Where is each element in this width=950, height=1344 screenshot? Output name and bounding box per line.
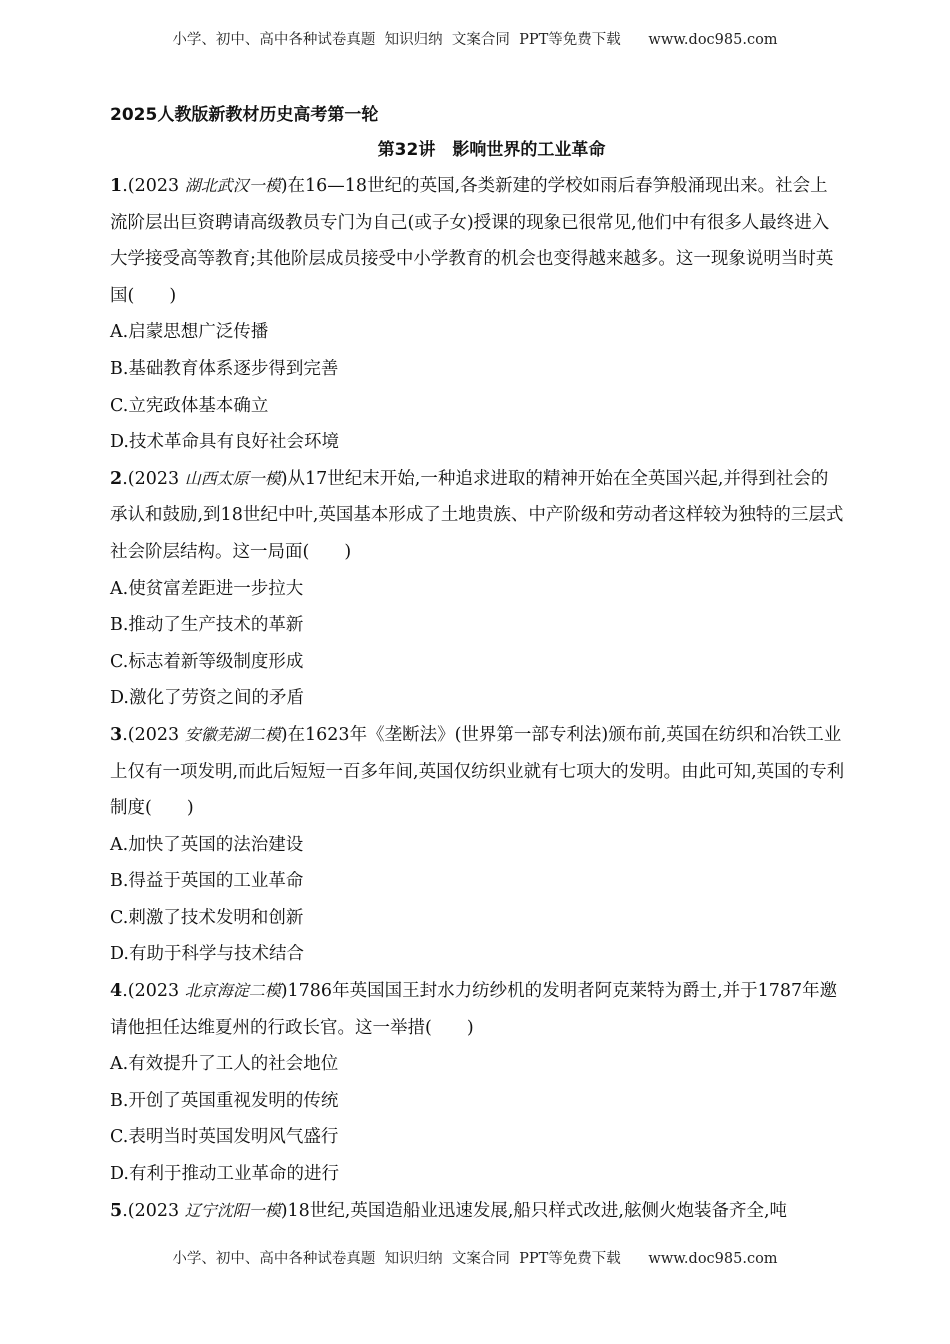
- answer-option: B.开创了英国重视发明的传统: [110, 1090, 339, 1111]
- answer-option: A.启蒙思想广泛传播: [110, 322, 269, 343]
- answer-option: A.使贫富差距进一步拉大: [110, 578, 304, 599]
- source-prefix: .(2023: [122, 981, 185, 1002]
- question-text: )从17世纪末开始,一种追求进取的精神开始在全英国兴起,并得到社会的承认和鼓励,到18世纪中叶,英国基本形成了土地贵族、中产阶级和劳动者这样较为独特的三层式社会阶层结构。这一局面( ): [110, 468, 844, 562]
- answer-option: C.刺激了技术发明和创新: [110, 907, 304, 928]
- question-number: 3: [110, 724, 123, 745]
- answer-option: D.有助于科学与技术结合: [110, 944, 304, 965]
- question-stem: [110, 168, 845, 314]
- question-stem: [110, 461, 845, 571]
- answer-option: B.得益于英国的工业革命: [110, 871, 304, 892]
- answer-option: D.激化了劳资之间的矛盾: [110, 688, 304, 709]
- answer-option: C.标志着新等级制度形成: [110, 651, 304, 672]
- answer-option: C.表明当时英国发明风气盛行: [110, 1127, 339, 1148]
- answer-option: A.有效提升了工人的社会地位: [110, 1054, 339, 1075]
- question-source: 山西太原一模: [184, 468, 281, 488]
- question-stem: [110, 973, 845, 1046]
- question-number: 5: [110, 1200, 123, 1221]
- answer-option: A.加快了英国的法治建设: [110, 834, 304, 855]
- question-number: 4: [110, 981, 123, 1002]
- question-source: 北京海淀二模: [184, 981, 281, 1001]
- question-source: 湖北武汉一模: [184, 176, 281, 195]
- page-footer: 小学、初中、高中各种试卷真题 知识归纳 文案合同 PPT等免费下载 www.doc985.com: [172, 1251, 778, 1267]
- question-text: )在16—18世纪的英国,各类新建的学校如雨后春笋般涌现出来。社会上流阶层出巨资聘请高级教员专门为自己(或子女)授课的现象已很常见,他们中有很多人最终进入大学接受高等教育;其他阶层成员接受中小学教育的机会也变得越来越多。这一现象说明当时英国( ): [110, 176, 834, 306]
- question-number: 2: [110, 468, 123, 489]
- source-prefix: .(2023: [122, 1200, 185, 1221]
- page-header: 小学、初中、高中各种试卷真题 知识归纳 文案合同 PPT等免费下载 www.doc985.com: [172, 32, 778, 48]
- question-number: 1: [110, 176, 123, 196]
- question-stem: [110, 717, 845, 827]
- question-stem: [110, 1193, 845, 1230]
- answer-option: C.立宪政体基本确立: [110, 395, 269, 416]
- answer-option: B.推动了生产技术的革新: [110, 615, 304, 636]
- lecture-title: 第32讲 影响世界的工业革命: [377, 140, 606, 160]
- source-prefix: .(2023: [122, 468, 185, 489]
- question-text: )在1623年《垄断法》(世界第一部专利法)颁布前,英国在纺织和冶铁工业上仅有一项发明,而此后短短一百多年间,英国仅纺织业就有七项大的发明。由此可知,英国的专利制度( ): [110, 724, 845, 819]
- answer-option: D.技术革命具有良好社会环境: [110, 432, 339, 453]
- question-text: )1786年英国国王封水力纺纱机的发明者阿克莱特为爵士,并于1787年邀请他担任达维夏州的行政长官。这一举措( ): [110, 981, 838, 1038]
- question-source: 辽宁沈阳一模: [184, 1200, 281, 1220]
- question-list: [110, 168, 845, 1229]
- question-source: 安徽芜湖二模: [184, 724, 281, 744]
- question-text: )18世纪,英国造船业迅速发展,船只样式改进,舷侧火炮装备齐全,吨: [280, 1200, 788, 1221]
- series-title: 2025人教版新教材历史高考第一轮: [110, 105, 379, 125]
- document-body: [110, 98, 845, 1229]
- answer-option: B.基础教育体系逐步得到完善: [110, 358, 339, 379]
- answer-option: D.有利于推动工业革命的进行: [110, 1164, 339, 1185]
- source-prefix: .(2023: [122, 724, 185, 745]
- source-prefix: .(2023: [122, 176, 185, 196]
